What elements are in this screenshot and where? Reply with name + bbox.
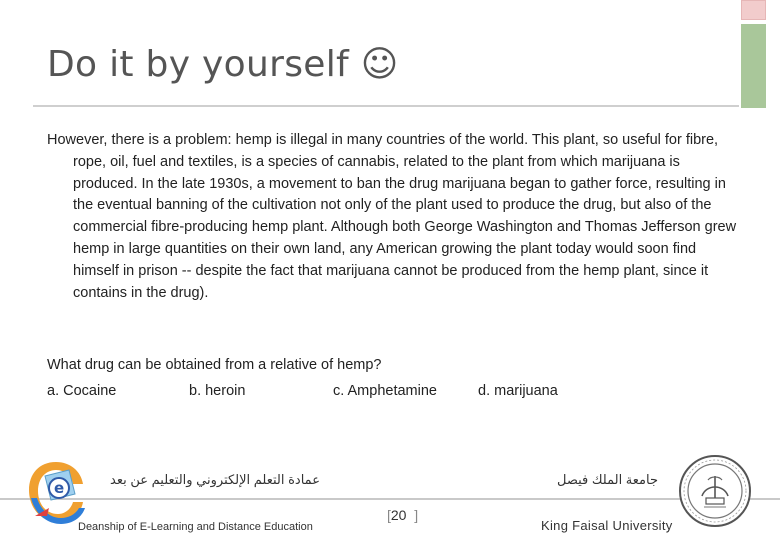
option-c: c. Amphetamine (333, 383, 437, 399)
corner-accent-green (741, 24, 766, 108)
deanship-name-english: Deanship of E-Learning and Distance Education (78, 521, 313, 533)
option-d: d. marijuana (478, 383, 558, 399)
option-a: a. Cocaine (47, 383, 117, 399)
e-learning-logo-icon (25, 458, 87, 528)
option-b: b. heroin (189, 383, 246, 399)
passage-paragraph: However, there is a problem: hemp is illegal in many countries of the world. This plant, so useful for fibre, rope, oil, fuel and textiles, is a species of cannabis, related to the plant from which marijuana is produced. In the late 1930s, a movement to ban the drug marijuana began to gather force, resulting in the eventual banning of the cultivation not only of the plant used to produce the drug, but also of the commercial fibre-producing hemp plant. Although both George Washington and Thomas Jefferson grew hemp in large quantities on their own land, any American growing the plant today would soon find himself in prison -- despite the fact that marijuana cannot be produced from the hemp plant, since it contains in the drug). (47, 132, 737, 301)
university-seal-icon (678, 454, 752, 528)
university-name-english: King Faisal University (541, 518, 673, 533)
slide-title: Do it by yourself ☺ (47, 44, 399, 85)
deanship-name-arabic: عمادة التعلم الإلكتروني والتعليم عن بعد (110, 472, 320, 487)
page-number-value: 20 (390, 507, 407, 523)
page-number: [20 ] (387, 507, 419, 523)
university-name-arabic: جامعة الملك فيصل (556, 472, 659, 487)
title-divider (33, 105, 739, 107)
footer-divider (0, 498, 780, 500)
svg-text:e: e (54, 479, 65, 497)
question-text: What drug can be obtained from a relative of hemp? (47, 357, 382, 373)
corner-accent-pink (741, 0, 766, 20)
